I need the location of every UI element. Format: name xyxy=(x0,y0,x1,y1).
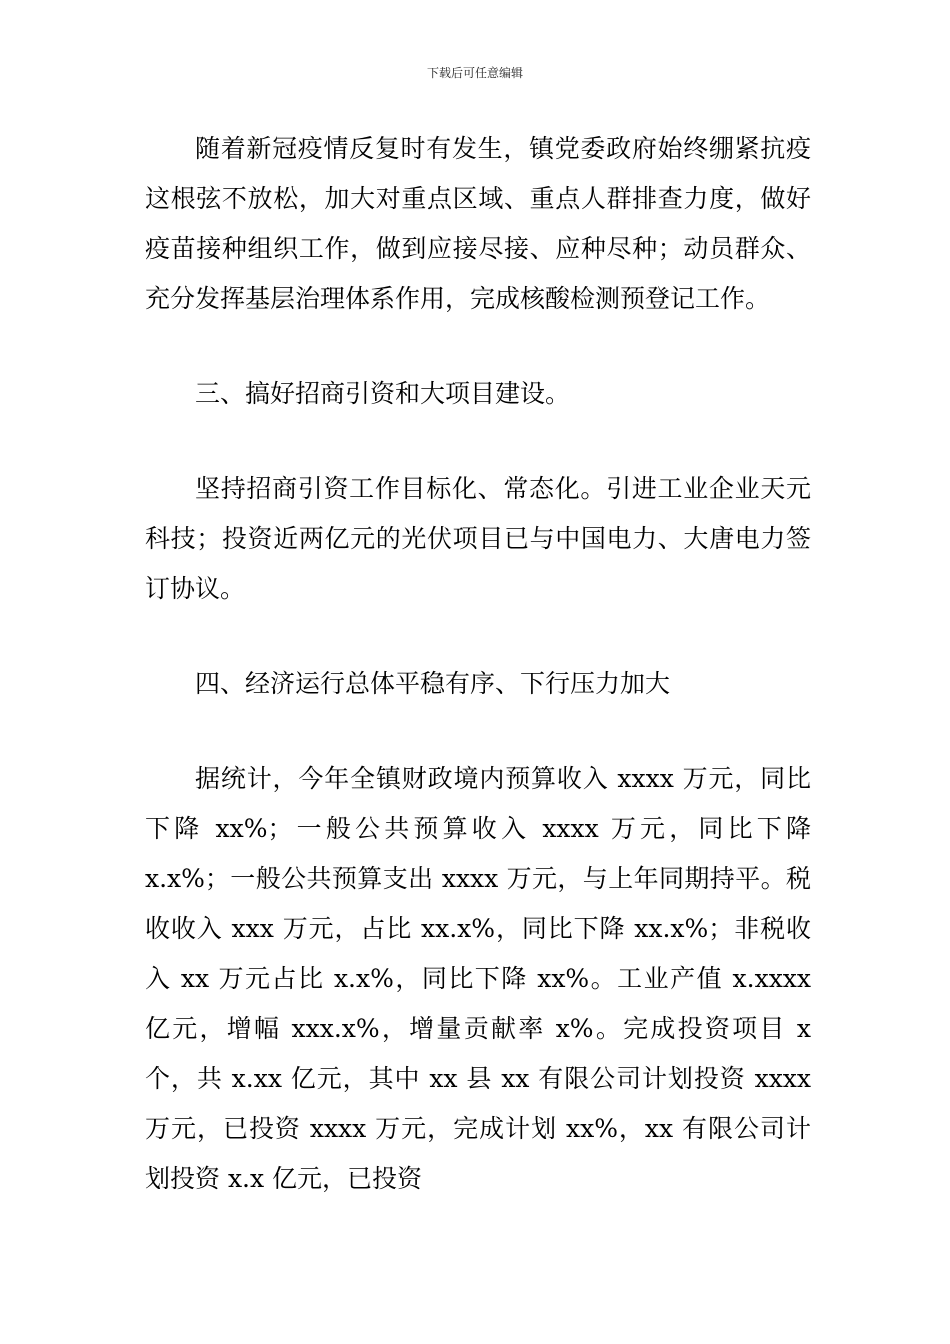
page-header-note: 下载后可任意编辑 xyxy=(426,66,523,80)
section-heading-investment: 三、搞好招商引资和大项目建设。 xyxy=(195,379,571,408)
paragraph-spacer xyxy=(145,419,811,464)
paragraph-statistics: 据统计，今年全镇财政境内预算收入 xxxx 万元，同比下降 xx%；一般公共预算收入 xxxx 万元，同比下降 x.x%；一般公共预算支出 xxxx 万元，与上年同期持平。税收收入 xxx 万元，占比 xx.x%，同比下降 xx.x%；非税收入 xx 万元占比 x.x%，同比下降 xx%。工业产值 x.xxxx 亿元，增幅 xxx.x%，增量贡献率 x%。完成投资项目 x 个，共 x.xx 亿元，其中 xx 县 xx 有限公司计划投资 xxxx 万元，已投资 xxxx 万元，完成计划 xx%，xx 有限公司计划投资 x.x 亿元，已投资 xyxy=(145,764,811,1193)
paragraph-spacer xyxy=(145,324,811,369)
section-heading-economy: 四、经济运行总体平稳有序、下行压力加大 xyxy=(195,669,671,698)
document-body xyxy=(145,124,811,1204)
paragraph-investment-attraction: 坚持招商引资工作目标化、常态化。引进工业企业天元科技；投资近两亿元的光伏项目已与中国电力、大唐电力签订协议。 xyxy=(145,474,811,603)
paragraph-spacer xyxy=(145,614,811,659)
paragraph-epidemic-prevention: 随着新冠疫情反复时有发生，镇党委政府始终绷紧抗疫这根弦不放松，加大对重点区域、重点人群排查力度，做好疫苗接种组织工作，做到应接尽接、应种尽种；动员群众、充分发挥基层治理体系作用，完成核酸检测预登记工作。 xyxy=(145,134,811,313)
paragraph-spacer xyxy=(145,709,811,754)
